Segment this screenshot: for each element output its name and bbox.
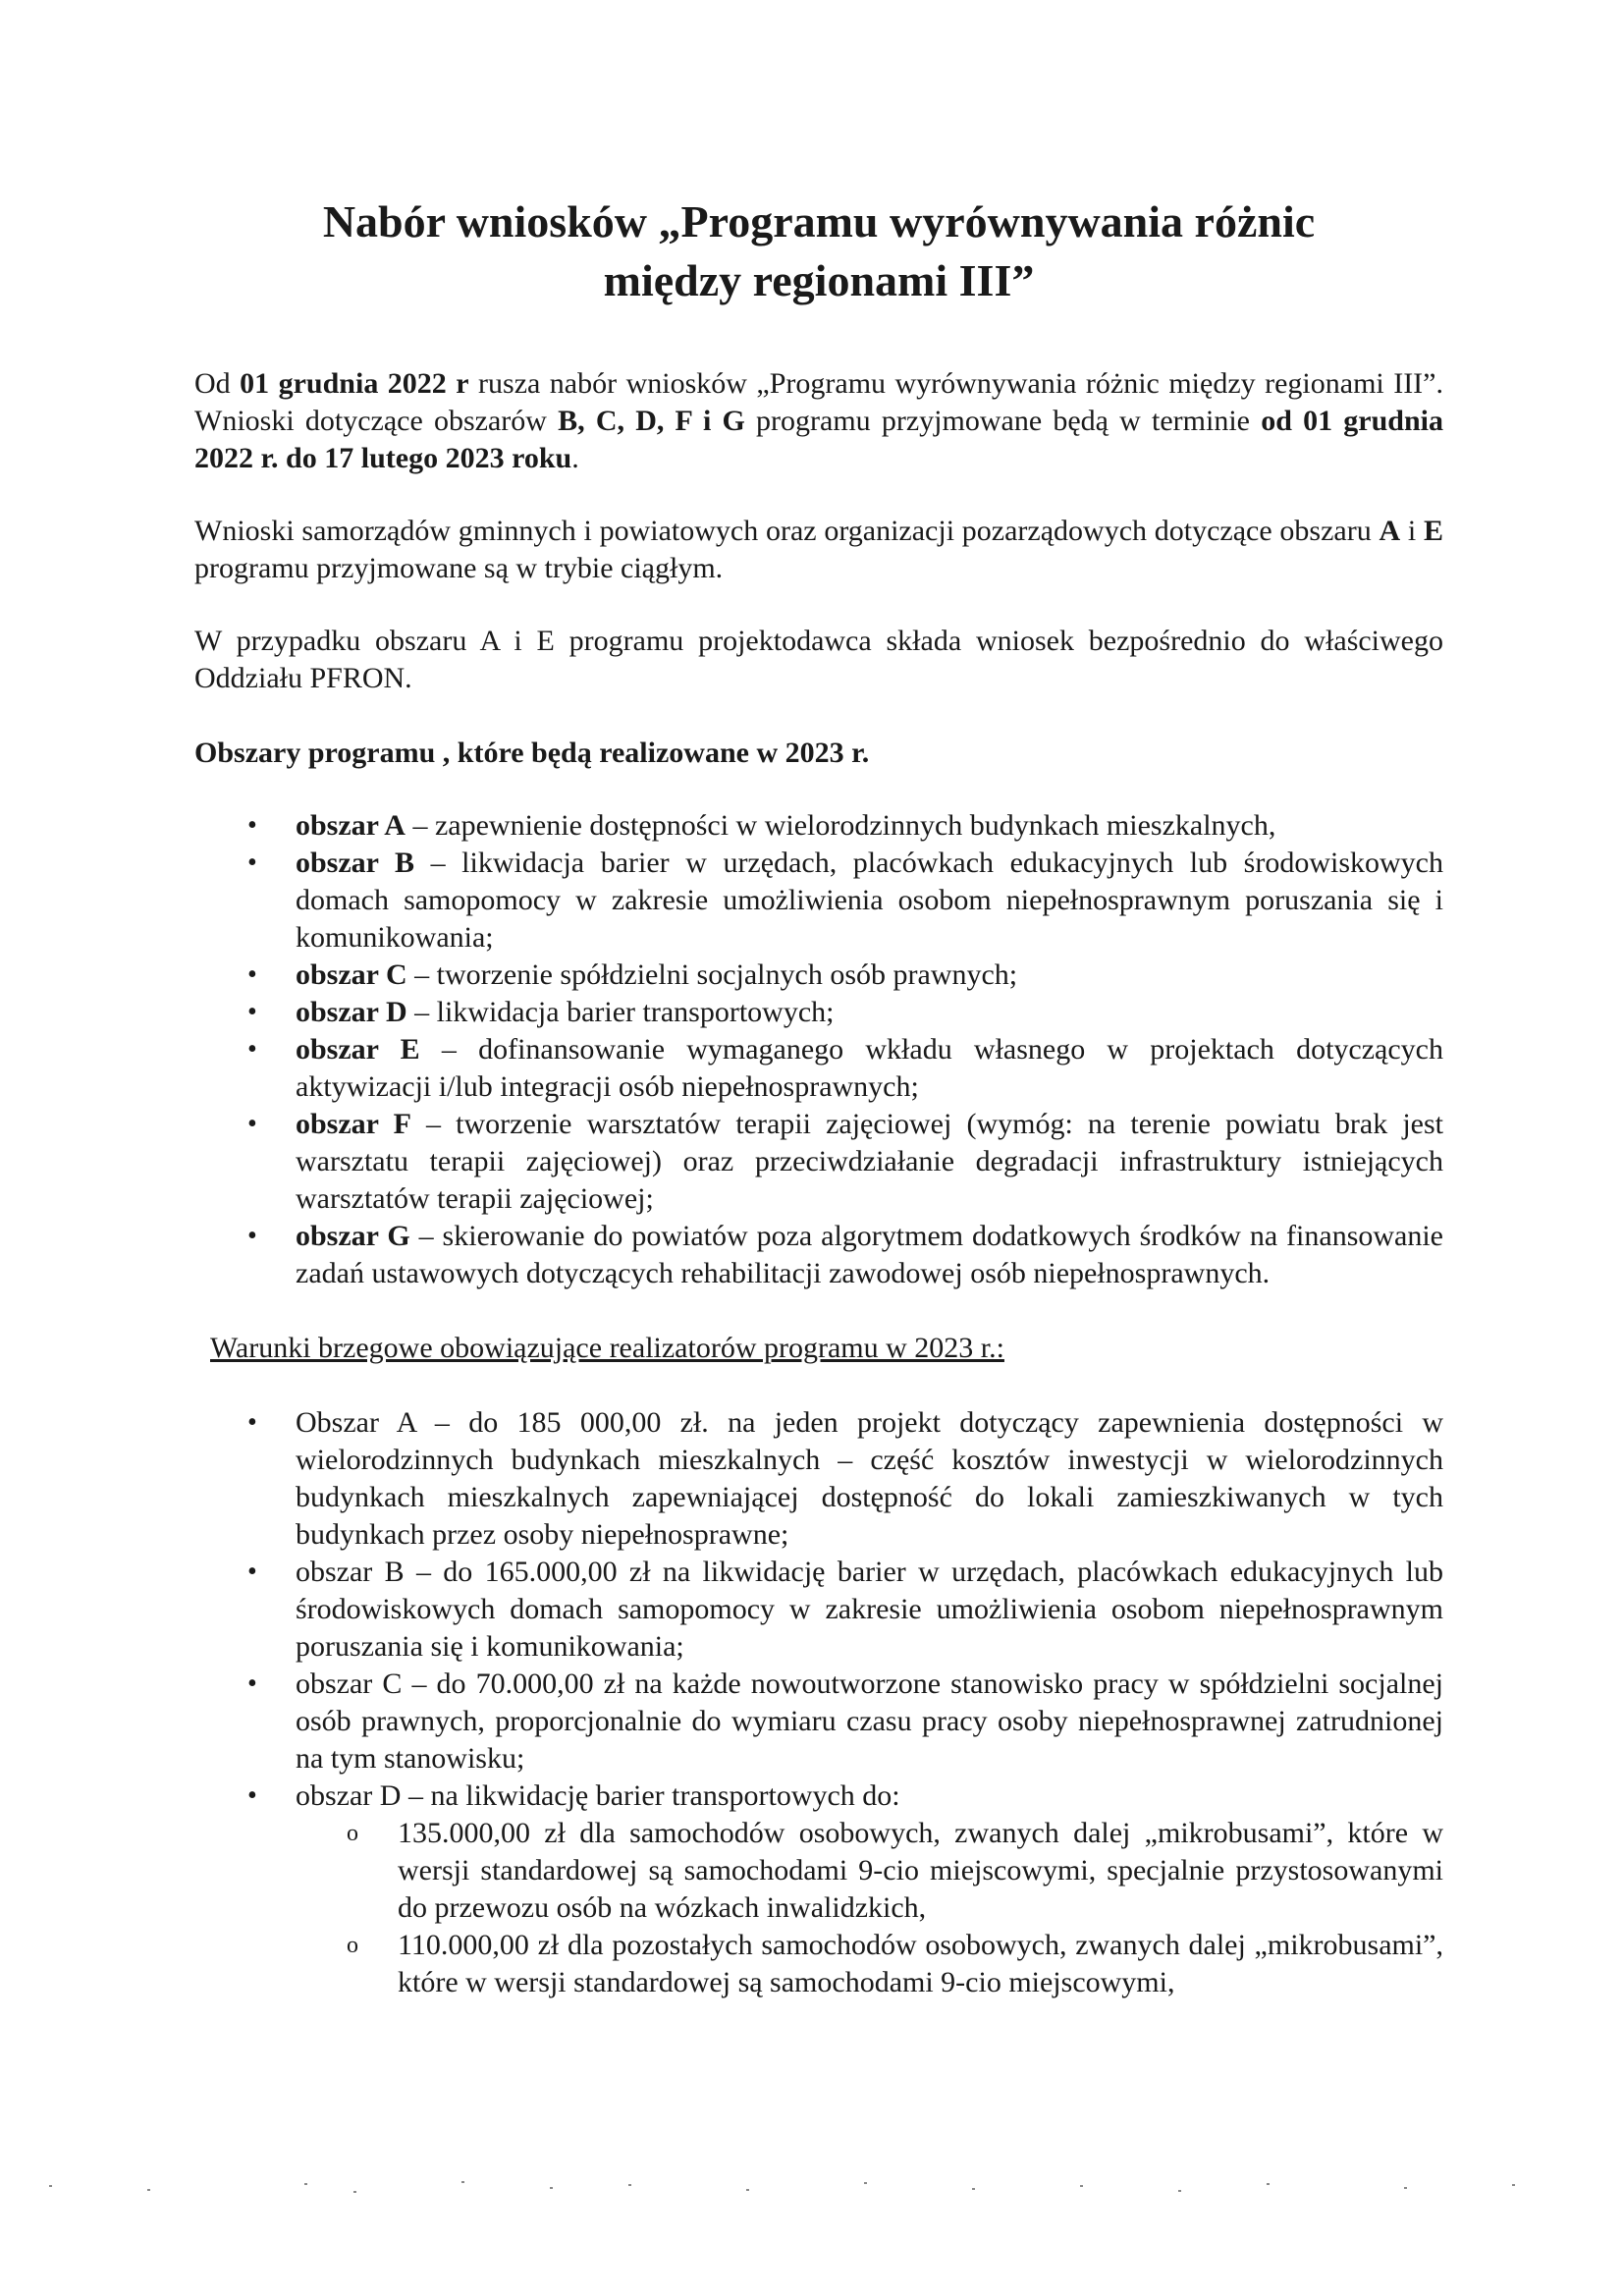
list-item — [194, 1218, 1443, 1292]
text-run: programu przyjmowane są w trybie ciągłym. — [194, 552, 724, 584]
area-text: – skierowanie do powiatów poza algorytmem dodatkowych środków na finansowanie zadań ustawowych dotyczących rehabilitacji zawodowej osób niepełnosprawnych. — [296, 1220, 1443, 1289]
text-run: i — [1400, 515, 1424, 547]
area-label: obszar B — [296, 847, 415, 879]
list-item — [194, 845, 1443, 957]
title-line-2: między regionami III” — [603, 255, 1035, 305]
area-label: obszar E — [296, 1033, 420, 1066]
continuous-mode-paragraph — [194, 513, 1443, 587]
area-label: obszar A — [296, 809, 406, 842]
condition-text: obszar D – na likwidację barier transportowych do: — [296, 1779, 900, 1812]
document-body — [194, 192, 1443, 2001]
list-item — [194, 1031, 1443, 1106]
list-item: • obszar C – do 70.000,00 zł na każde nowoutworzone stanowisko pracy w spółdzielni socjalnej osób prawnych, proporcjonalnie do wymiaru czasu pracy osoby niepełnosprawnej zatrudnionej na tym stanowisku; — [194, 1666, 1443, 1777]
scan-noise — [0, 2175, 1623, 2205]
bold-areas: B, C, D, F i G — [558, 405, 745, 437]
bold-area-e: E — [1424, 515, 1444, 547]
text-run: rusza nabór wniosków „Programu wyrównywania różnic między regionami III”. Wnioski dotyczące obszarów — [194, 367, 1443, 437]
area-label: obszar D — [296, 996, 407, 1028]
page-title — [194, 192, 1443, 310]
list-item — [194, 1106, 1443, 1218]
list-item-with-sublist — [194, 1777, 1443, 2001]
area-text: – zapewnienie dostępności w wielorodzinnych budynkach mieszkalnych, — [405, 809, 1276, 842]
area-label: obszar F — [296, 1108, 411, 1140]
submission-paragraph: W przypadku obszaru A i E programu projektodawca składa wniosek bezpośrednio do właściwego Oddziału PFRON. — [194, 625, 1443, 694]
text-run: Od — [194, 367, 241, 400]
list-item: • Obszar A – do 185 000,00 zł. na jeden projekt dotyczący zapewnienia dostępności w wielorodzinnych budynkach mieszkalnych – część kosztów inwestycji w wielorodzinnych budynkach mieszkalnych zapewniającej dostępność do lokali zamieszkiwanych w tych budynkach przez osoby niepełnosprawne; — [194, 1404, 1443, 1554]
list-item — [194, 957, 1443, 994]
areas-heading: Obszary programu , które będą realizowane w 2023 r. — [194, 737, 870, 769]
areas-list — [194, 807, 1443, 1292]
sub-list-item: o 135.000,00 zł dla samochodów osobowych, zwanych dalej „mikrobusami”, które w wersji standardowej są samochodami 9-cio miejscowymi, specjalnie przystosowanymi do przewozu osób na wózkach inwalidzkich, — [296, 1815, 1443, 1927]
area-label: obszar C — [296, 958, 407, 991]
bold-deadline: od 01 grudnia 2022 r. do 17 lutego 2023 roku — [194, 405, 1443, 474]
bold-area-a: A — [1379, 515, 1401, 547]
title-line-1: Nabór wniosków „Programu wyrównywania różnic — [322, 196, 1316, 246]
conditions-heading: Warunki brzegowe obowiązujące realizatorów programu w 2023 r.: — [210, 1332, 1004, 1364]
area-text: – tworzenie spółdzielni socjalnych osób prawnych; — [406, 958, 1018, 991]
text-run: Wnioski samorządów gminnych i powiatowych oraz organizacji pozarządowych dotyczące obszaru — [194, 515, 1380, 547]
sub-conditions-list — [296, 1815, 1443, 2001]
bold-date-start: 01 grudnia 2022 r — [240, 367, 469, 400]
sub-list-item: o 110.000,00 zł dla pozostałych samochodów osobowych, zwanych dalej „mikrobusami”, które w wersji standardowej są samochodami 9-cio miejscowymi, — [296, 1927, 1443, 2001]
text-run: . — [571, 442, 579, 474]
area-text: – likwidacja barier w urzędach, placówkach edukacyjnych lub środowiskowych domach samopomocy w zakresie umożliwienia osobom niepełnosprawnym poruszania się i komunikowania; — [296, 847, 1443, 954]
conditions-list — [194, 1404, 1443, 2001]
list-item: • obszar B – do 165.000,00 zł na likwidację barier w urzędach, placówkach edukacyjnych lub środowiskowych domach samopomocy w zakresie umożliwienia osobom niepełnosprawnym poruszania się i komunikowania; — [194, 1554, 1443, 1666]
area-label: obszar G — [296, 1220, 410, 1252]
list-item — [194, 807, 1443, 845]
area-text: – likwidacja barier transportowych; — [406, 996, 835, 1028]
intro-paragraph — [194, 365, 1443, 477]
text-run: programu przyjmowane będą w terminie — [744, 405, 1262, 437]
area-text: – dofinansowanie wymaganego wkładu własnego w projektach dotyczących aktywizacji i/lub integracji osób niepełnosprawnych; — [296, 1033, 1443, 1103]
list-item — [194, 994, 1443, 1031]
area-text: – tworzenie warsztatów terapii zajęciowej (wymóg: na terenie powiatu brak jest warsztatu terapii zajęciowej) oraz przeciwdziałanie degradacji infrastruktury istniejących warsztatów terapii zajęciowej; — [296, 1108, 1443, 1215]
